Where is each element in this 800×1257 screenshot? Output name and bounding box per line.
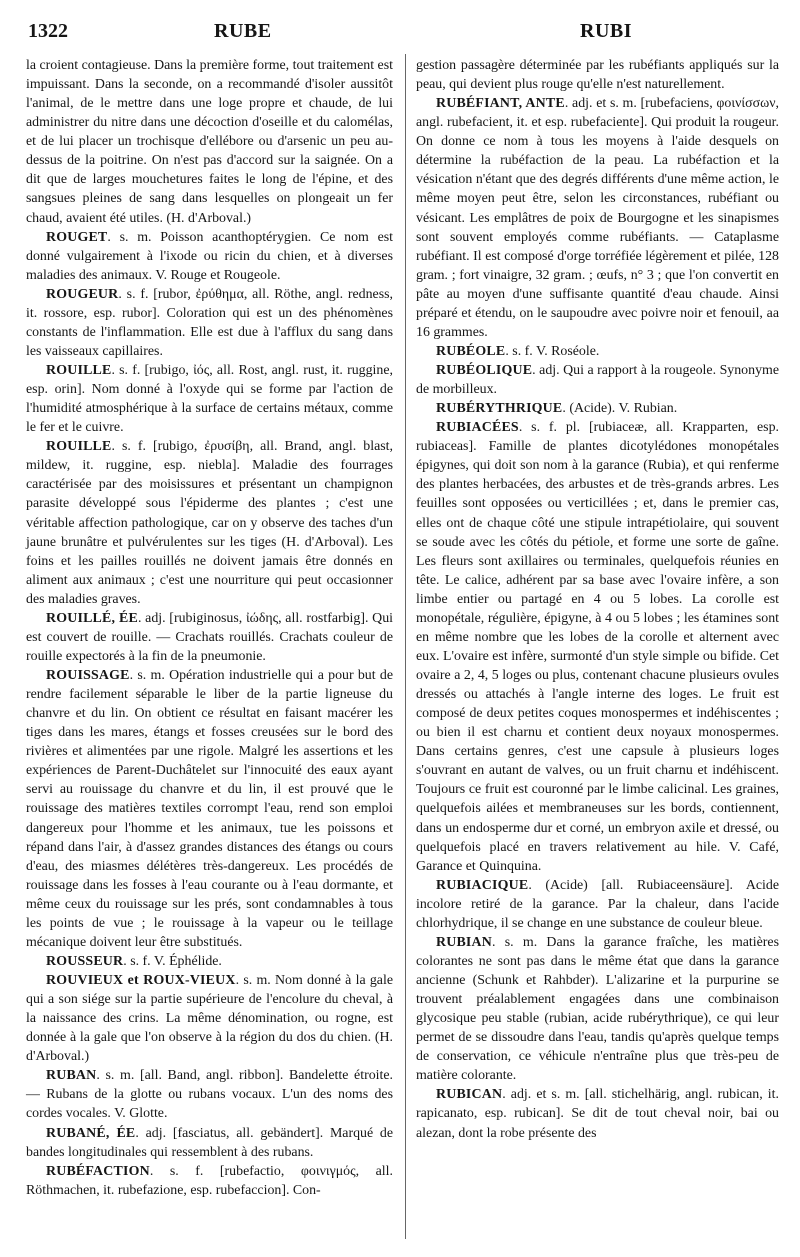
dictionary-entry: RUBICAN. adj. et s. m. [all. stichelhärig, angl. rubican, it. rapicanato, esp. rubican]. Se dit de tout cheval noir, bai ou alezan, dont la robe présente des xyxy=(416,1087,779,1141)
column-divider xyxy=(405,54,406,1239)
entry-text: adj. et s. m. [all. stichelhärig, angl. rubican, it. rapicanato, esp. rubican]. Se dit de tout cheval noir, bai ou alezan, dont la robe présente des xyxy=(416,1087,779,1141)
right-column xyxy=(416,56,779,1143)
right-running-head: RUBI xyxy=(580,20,633,42)
dictionary-entry: ROUILLÉ, ÉE. adj. [rubiginosus, ἰώδης, all. rostfarbig]. Qui est couvert de rouille. — Crachats rouillés. Crachats couleur de rouille expectorés à la fin de la pneumonie. xyxy=(26,610,393,664)
entry-headword: RUBIACIQUE xyxy=(436,877,529,893)
entry-text: s. m. [all. Band, angl. ribbon]. Bandelette étroite. — Rubans de la glotte ou rubans vocaux. L'un des noms des cordes vocales. V. Glotte. xyxy=(26,1068,393,1122)
entry-headword: ROUILLÉ, ÉE xyxy=(46,610,138,626)
dictionary-entry: RUBANÉ, ÉE. adj. [fasciatus, all. gebändert]. Marqué de bandes longitudinales qui ressemblent à des rubans. xyxy=(26,1125,393,1160)
dictionary-entry: RUBÉFACTION. s. f. [rubefactio, φοινιγμός, all. Röthmachen, it. rubefazione, esp. rubefaccion]. Con- xyxy=(26,1163,393,1198)
dictionary-entry: RUBAN. s. m. [all. Band, angl. ribbon]. Bandelette étroite. — Rubans de la glotte ou rubans vocaux. L'un des noms des cordes vocales. V. Glotte. xyxy=(26,1068,393,1122)
entry-headword: ROUGET xyxy=(46,229,108,245)
entry-text: adj. [rubiginosus, ἰώδης, all. rostfarbig]. Qui est couvert de rouille. — Crachats rouillés. Crachats couleur de rouille expectorés à la fin de la pneumonie. xyxy=(26,610,393,664)
entry-text: gestion passagère déterminée par les rubéfiants appliqués sur la peau, qui devient plus rouge qu'elle n'est naturellement. xyxy=(416,58,779,93)
entry-text: s. m. Opération industrielle qui a pour but de rendre facilement séparable le liber de la partie ligneuse du chanvre et du lin. On obtient ce résultat en faisant macérer les tiges dans les mares, étangs et fosses creusées sur le bord des rivières et alimentées par une rigole. Malgré les assertions et les expériences de Parent-Duchâtelet sur l'innocuité des eaux ayant servi au rouissage du chanvre et du lin, il est prouvé que le rouissage des matières textiles corrompt l'eau, rend son emploi dangereux pour l'homme et les animaux, tue les poissons et répand dans l'air, à d'assez grandes distances des étangs ou cours d'eau, des miasmes délétères très-dangereux. Les procédés de rouissage dans les fosses à l'eau courante ou à l'eau dormante, et même ceux du rouissage sur les prés, sont condamnables à tous les points de vue ; le rouissage à la vapeur ou le teillage mécanique doivent leur être substitués. xyxy=(26,668,393,950)
dictionary-entry: ROUILLE. s. f. [rubigo, ἰός, all. Rost, angl. rust, it. ruggine, esp. orin]. Nom donné à l'oxyde qui se forme par l'action de l'humidité atmosphérique à la surface de certains métaux, comme le fer et le cuivre. xyxy=(26,363,393,436)
dictionary-entry: ROUGET. s. m. Poisson acanthoptérygien. Ce nom est donné vulgairement à l'ixode ou ricin du chien, et à diverses maladies des animaux. V. Rouge et Rougeole. xyxy=(26,229,393,283)
entry-headword: ROUVIEUX et ROUX-VIEUX xyxy=(46,973,236,988)
dictionary-entry: RUBIAN. s. m. Dans la garance fraîche, les matières colorantes ne sont pas dans le même état que dans la garance ancienne (Schunk et Rahbder). L'alizarine et la purpurine se trouvent préalablement engagées dans une combinaison glycosique peu stable (rubian, acide rubérythrique), ce qui leur permet de se dissoudre dans l'eau, tandis qu'après quelque temps de conservation, ce véhicule n'entraîne plus que très-peu de matière colorante. xyxy=(416,934,779,1084)
entry-headword: RUBÉFACTION xyxy=(46,1163,150,1179)
entry-text: s. m. Poisson acanthoptérygien. Ce nom est donné vulgairement à l'ixode ou ricin du chien, et à diverses maladies des animaux. V. Rouge et Rougeole. xyxy=(26,229,393,283)
dictionary-entry: ROUISSAGE. s. m. Opération industrielle qui a pour but de rendre facilement séparable le liber de la partie ligneuse du chanvre et du lin. On obtient ce résultat en faisant macérer les tiges dans les mares, étangs et fosses creusées sur le bord des rivières et alimentées par une rigole. Malgré les assertions et les expériences de Parent-Duchâtelet sur l'innocuité des eaux ayant servi au rouissage du chanvre et du lin, il est prouvé que le rouissage des matières textiles corrompt l'eau, rend son emploi dangereux pour l'homme et les animaux, tue les poissons et répand dans l'air, à d'assez grandes distances des étangs ou cours d'eau, des miasmes délétères très-dangereux. Les procédés de rouissage dans les fosses à l'eau courante ou à l'eau dormante, et même ceux du rouissage sur les prés, sont condamnables à tous les points de vue ; le rouissage à la vapeur ou le teillage mécanique doivent leur être substitués. xyxy=(26,668,393,950)
entry-headword: ROUISSAGE xyxy=(46,668,130,683)
entry-headword: RUBÉFIANT, ANTE xyxy=(436,96,565,112)
dictionary-entry: RUBÉOLIQUE. adj. Qui a rapport à la rougeole. Synonyme de morbilleux. xyxy=(416,363,779,398)
entry-text: s. f. pl. [rubiaceæ, all. Krapparten, esp. rubiaceas]. Famille de plantes dicotylédones monopétales épigynes, qui doit son nom à la garance (Rubia), et qui renferme des plantes herbacées, des arbustes et de très-grands arbres. Les feuilles sont opposées ou verticillées ; et, dans le premier cas, elles ont de chaque côté une stipule intrapétiolaire, qui souvent se soude avec les côtés du pétiole, et forme une sorte de gaîne. Les fleurs sont axillaires ou terminales, quelquefois réunies en tête. Le calice, adhérent par sa base avec l'ovaire infère, a son limbe entier ou partagé en 4 ou 5 lobes. La corolle est monopétale, régulière, épigyne, à 4 ou 5 lobes ; les étamines sont en même nombre que les lobes de la corolle et alternent avec eux. L'ovaire est infère, surmonté d'un style simple ou bifide. Cet ovaire a 2, 4, 5 loges ou plus, contenant chacune plusieurs ovules dressés ou attachés à l'angle interne des loges. Le fruit est composé de deux petites coques monospermes et indéhiscentes ; ou bien il est charnu et contient deux noyaux monospermes. Dans certains genres, c'est une capsule à plusieurs loges s'ouvrant en autant de valves, ou un fruit charnu et indéhiscent. Toujours ce fruit est couronné par le limbe calicinal. Les graines, quelquefois ailées et membraneuses sur les bords, contiennent, dans un endosperme dur et corné, un embryon axile et dressé, ou quelquefois placé en travers relativement au hile. V. Café, Garance et Quinquina. xyxy=(416,420,779,874)
dictionary-entry: ROUGEUR. s. f. [rubor, ἐρύθημα, all. Röthe, angl. redness, it. rossore, esp. rubor]. Coloration qui est un des phénomènes constants de l'inflammation. Elle est due à l'afflux du sang dans les vaisseaux capillaires. xyxy=(26,286,393,359)
entry-text: s. f. [rubigo, ἰός, all. Rost, angl. rust, it. ruggine, esp. orin]. Nom donné à l'oxyde qui se forme par l'action de l'humidité atmosphérique à la surface de certains métaux, comme le fer et le cuivre. xyxy=(26,363,393,436)
entry-headword: ROUILLE xyxy=(46,363,112,378)
dictionary-entry: RUBÉOLE. s. f. V. Roséole. xyxy=(436,343,600,359)
dictionary-entry: RUBIACIQUE. (Acide) [all. Rubiaceensäure]. Acide incolore retiré de la garance. Par la chaleur, dans l'acide chlorhydrique, il se change en une substance de couleur bleue. xyxy=(416,877,779,931)
left-running-head: RUBE xyxy=(214,20,272,42)
dictionary-entry: ROUSSEUR. s. f. V. Éphélide. xyxy=(46,953,222,969)
entry-text: (Acide) [all. Rubiaceensäure]. Acide incolore retiré de la garance. Par la chaleur, dans l'acide chlorhydrique, il se change en une substance de couleur bleue. xyxy=(416,877,779,931)
entry-headword: RUBÉOLIQUE xyxy=(436,363,533,378)
entry-text: adj. [fasciatus, all. gebändert]. Marqué de bandes longitudinales qui ressemblent à des rubans. xyxy=(26,1125,393,1160)
left-column xyxy=(26,56,393,1200)
entry-headword: RUBIAN xyxy=(436,934,492,950)
entry-text: s. f. [rubigo, ἐρυσίβη, all. Brand, angl. blast, mildew, it. ruggine, esp. niebla]. Maladie des fourrages caractérisée par des moisissures et présentant un champignon parasite développé sous l'épiderme des plantes ; c'est une véritable affection pathologique, car on y observe des taches d'un jaune brunâtre et pulvérulentes sur les tiges (H. d'Arboval). Les foins et les pailles rouillés ne doivent jamais être donnés en aliment aux animaux ; c'est une nourriture qui peut occasionner des maladies graves. xyxy=(26,439,393,607)
dictionary-entry xyxy=(416,56,779,94)
entry-headword: ROUGEUR xyxy=(46,286,119,302)
entry-headword: ROUSSEUR xyxy=(46,953,124,969)
entry-text: adj. et s. m. [rubefaciens, φοινίσσων, angl. rubefacient, it. et esp. rubefaciente]. Qui produit la rougeur. On donne ce nom à tous les moyens à l'aide desquels on détermine la rubéfaction de la peau. La rubéfaction et la vésication n'étant que des degrés différents d'une même action, le même moyen peut être, selon les circonstances, rubéfiant ou vésicant. Les emplâtres de poix de Bourgogne et les sinapismes sont souvent employés comme rubéfiants. — Cataplasme rubéfiant. Il est composé d'orge torréfiée légèrement et pilée, 128 gram. ; fort vinaigre, 32 gram. ; œufs, n° 3 ; que l'on convertit en pâte au moyen d'une suffisante quantité d'eau chaude. Ainsi préparé et étendu, on le saupoudre avec poivre noir et fenouil, aa 16 grammes. xyxy=(416,96,779,340)
entry-text: adj. Qui a rapport à la rougeole. Synonyme de morbilleux. xyxy=(416,363,779,398)
entry-headword: RUBANÉ, ÉE xyxy=(46,1125,136,1141)
entry-headword: ROUILLE xyxy=(46,439,112,455)
page-number: 1322 xyxy=(28,20,68,42)
entry-headword: RUBÉRYTHRIQUE xyxy=(436,401,563,417)
entry-headword: RUBAN xyxy=(46,1068,97,1084)
entry-headword: RUBIACÉES xyxy=(436,420,519,436)
entry-text: s. f. [rubor, ἐρύθημα, all. Röthe, angl. redness, it. rossore, esp. rubor]. Coloration qui est un des phénomènes constants de l'inflammation. Elle est due à l'afflux du sang dans les vaisseaux capillaires. xyxy=(26,286,393,359)
entry-text: s. f. V. Éphélide. xyxy=(126,953,222,969)
entry-text: s. m. Nom donné à la gale qui a son siége sur la partie supérieure de l'encolure du cheval, à la naissance des crins. La même dénomination, ou rogne, est donnée à la gale que l'on observe à la région du dos du chien. (H. d'Arboval.) xyxy=(26,973,393,1065)
dictionary-entry: ROUVIEUX et ROUX-VIEUX. s. m. Nom donné à la gale qui a son siége sur la partie supérieure de l'encolure du cheval, à la naissance des crins. La même dénomination, ou rogne, est donnée à la gale que l'on observe à la région du dos du chien. (H. d'Arboval.) xyxy=(26,973,393,1065)
entry-headword: RUBICAN xyxy=(436,1087,503,1103)
entry-text: la croient contagieuse. Dans la première forme, tout traitement est impuissant. Dans la seconde, on a recommandé d'isoler aussitôt l'animal, de le mettre dans une loge propre et chaude, de lui administrer du nitre dans une décoction d'oseille et du calomélas, et de lui placer un trochisque d'ellébore ou d'arsenic un peu au-dessus de la poitrine. On n'est pas d'accord sur la saignée. On a dit que de larges mouchetures faites le long de l'épine, et des sangsues pleines de sang dans lesquelles on plongeait un fer chaud, avaient été utiles. (H. d'Arboval.) xyxy=(26,58,393,226)
dictionary-entry xyxy=(26,56,393,228)
entry-text: s. m. Dans la garance fraîche, les matières colorantes ne sont pas dans le même état que dans la garance ancienne (Schunk et Rahbder). L'alizarine et la purpurine se trouvent préalablement engagées dans une combinaison glycosique peu stable (rubian, acide rubérythrique), ce qui leur permet de se dissoudre dans l'eau, tandis qu'après quelque temps de conservation, ce véhicule n'entraîne plus que très-peu de matière colorante. xyxy=(416,934,779,1084)
entry-text: s. f. V. Roséole. xyxy=(508,343,600,359)
dictionary-entry: RUBÉFIANT, ANTE. adj. et s. m. [rubefaciens, φοινίσσων, angl. rubefacient, it. et esp. rubefaciente]. Qui produit la rougeur. On donne ce nom à tous les moyens à l'aide desquels on détermine la rubéfaction de la peau. La rubéfaction et la vésication n'étant que des degrés différents d'une même action, le même moyen peut être, selon les circonstances, rubéfiant ou vésicant. Les emplâtres de poix de Bourgogne et les sinapismes sont souvent employés comme rubéfiants. — Cataplasme rubéfiant. Il est composé d'orge torréfiée légèrement et pilée, 128 gram. ; fort vinaigre, 32 gram. ; œufs, n° 3 ; que l'on convertit en pâte au moyen d'une suffisante quantité d'eau chaude. Ainsi préparé et étendu, on le saupoudre avec poivre noir et fenouil, aa 16 grammes. xyxy=(416,96,779,340)
entry-text: (Acide). V. Rubian. xyxy=(565,401,678,417)
dictionary-entry: RUBIACÉES. s. f. pl. [rubiaceæ, all. Krapparten, esp. rubiaceas]. Famille de plantes dicotylédones monopétales épigynes, qui doit son nom à la garance (Rubia), et qui renferme des plantes herbacées, des arbustes et de très-grands arbres. Les feuilles sont opposées ou verticillées ; et, dans le premier cas, elles ont de chaque côté une stipule intrapétiolaire, qui souvent se soude avec les côtés du pétiole, et forme une sorte de gaîne. Les fleurs sont axillaires ou terminales, quelquefois réunies en tête. Le calice, adhérent par sa base avec l'ovaire infère, a son limbe entier ou partagé en 4 ou 5 lobes. La corolle est monopétale, régulière, épigyne, à 4 ou 5 lobes ; les étamines sont en même nombre que les lobes de la corolle et alternent avec eux. L'ovaire est infère, surmonté d'un style simple ou bifide. Cet ovaire a 2, 4, 5 loges ou plus, contenant chacune plusieurs ovules dressés ou attachés à l'angle interne des loges. Le fruit est composé de deux petites coques monospermes et indéhiscentes ; ou bien il est charnu et contient deux noyaux monospermes. Dans certains genres, c'est une capsule à plusieurs loges s'ouvrant en autant de valves, ou un fruit charnu et indéhiscent. Toujours ce fruit est couronné par le limbe calicinal. Les graines, quelquefois ailées et membraneuses sur les bords, contiennent, dans un endosperme dur et corné, un embryon axile et dressé, ou quelquefois placé en travers relativement au hile. V. Café, Garance et Quinquina. xyxy=(416,420,779,874)
dictionary-entry: RUBÉRYTHRIQUE. (Acide). V. Rubian. xyxy=(436,401,678,417)
page-header xyxy=(28,20,776,46)
entry-text: s. f. [rubefactio, φοινιγμός, all. Röthmachen, it. rubefazione, esp. rubefaccion]. Con- xyxy=(26,1163,393,1198)
dictionary-entry: ROUILLE. s. f. [rubigo, ἐρυσίβη, all. Brand, angl. blast, mildew, it. ruggine, esp. niebla]. Maladie des fourrages caractérisée par des moisissures et présentant un champignon parasite développé sous l'épiderme des plantes ; c'est une véritable affection pathologique, car on y observe des taches d'un jaune brunâtre et pulvérulentes sur les tiges (H. d'Arboval). Les foins et les pailles rouillés ne doivent jamais être donnés en aliment aux animaux ; c'est une nourriture qui peut occasionner des maladies graves. xyxy=(26,439,393,607)
entry-headword: RUBÉOLE xyxy=(436,343,506,359)
